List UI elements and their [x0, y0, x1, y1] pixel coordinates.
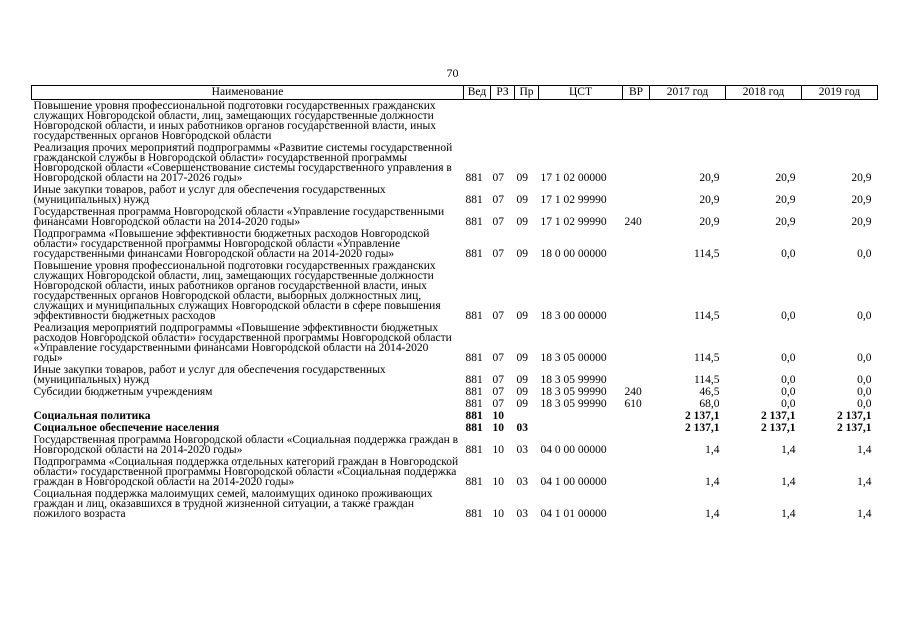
cell-pr: 03: [516, 508, 528, 520]
cell-2018: 2 137,1: [761, 422, 796, 434]
cell-pr: 03: [516, 422, 528, 434]
budget-table: [31, 85, 878, 520]
cell-vr: [623, 228, 650, 260]
cell-2018: 0,0: [781, 352, 796, 364]
cell-2019: 0,0: [857, 248, 872, 260]
cell-2017: 20,9: [699, 216, 720, 228]
cell-2017: [650, 100, 726, 143]
cell-cst: 18 3 00 00000: [540, 310, 607, 322]
cell-rz: 10: [492, 444, 504, 456]
cell-2019: 1,4: [857, 444, 872, 456]
table-row: [32, 410, 878, 422]
cell-rz: 07: [492, 386, 504, 398]
cell-2018: 0,0: [781, 398, 796, 410]
cell-ved: 881: [465, 410, 483, 422]
cell-2019: 1,4: [857, 476, 872, 488]
cell-vr: [623, 184, 650, 206]
cell-ved: 881: [465, 386, 483, 398]
cell-rz: 07: [492, 310, 504, 322]
cell-cst: 04 0 00 00000: [540, 444, 607, 456]
cell-pr: 09: [516, 310, 528, 322]
cell-2019: 20,9: [851, 194, 872, 206]
table-row: [32, 260, 878, 322]
cell-2017: 1,4: [705, 508, 720, 520]
cell-2018: 0,0: [781, 248, 796, 260]
table-row: [32, 398, 878, 410]
page-number: 70: [446, 66, 459, 80]
cell-pr: 09: [516, 172, 528, 184]
cell-vr: [623, 142, 650, 184]
cell-ved: 881: [465, 172, 483, 184]
cell-name: Государственная программа Новгородской области «Социальная поддержка граждан в Новгородской области на 2014-2020 годы»: [33, 434, 459, 456]
cell-rz: 07: [492, 194, 504, 206]
cell-cst: 04 1 01 00000: [540, 508, 607, 520]
table-row: [32, 184, 878, 206]
cell-2017: 1,4: [705, 476, 720, 488]
cell-name: Социальная поддержка малоимущих семей, малоимущих одиноко проживающих граждан и лиц, оказавшихся в трудной жизненной ситуации, а также граждан пожилого возраста: [33, 488, 433, 520]
cell-rz: 10: [492, 422, 504, 434]
cell-ved: 881: [465, 398, 483, 410]
cell-2017: 2 137,1: [685, 410, 720, 422]
cell-2019: 1,4: [857, 508, 872, 520]
cell-rz: 10: [492, 508, 504, 520]
cell-pr: 03: [516, 476, 528, 488]
header-2017: 2017 год: [650, 86, 726, 100]
cell-rz: 10: [492, 410, 504, 422]
cell-ved: [464, 100, 491, 143]
cell-vr: [623, 434, 650, 456]
cell-ved: 881: [465, 476, 483, 488]
cell-name: Реализация прочих мероприятий подпрограммы «Развитие системы государственной гражданской службы в Новгородской области» государственной программы Новгородской области «Совершенствование системы государственного управления в Новгородской области на 2017-2026 годы»: [33, 142, 453, 184]
cell-pr: 09: [516, 216, 528, 228]
cell-vr: [623, 422, 650, 434]
cell-2018: 2 137,1: [761, 410, 796, 422]
cell-vr: [623, 488, 650, 520]
cell-pr: 03: [516, 444, 528, 456]
table-row: [32, 422, 878, 434]
cell-2019: 0,0: [857, 310, 872, 322]
cell-2018: 1,4: [781, 444, 796, 456]
cell-cst: 17 1 02 99990: [540, 194, 607, 206]
cell-2019: 0,0: [857, 352, 872, 364]
cell-vr: 240: [624, 216, 642, 228]
cell-pr: 09: [516, 194, 528, 206]
cell-2017: 114,5: [694, 352, 720, 364]
cell-rz: 07: [492, 248, 504, 260]
cell-name: Субсидии бюджетным учреждениям: [33, 386, 213, 398]
table-row: [32, 142, 878, 184]
cell-ved: 881: [465, 444, 483, 456]
cell-vr: [623, 322, 650, 364]
cell-ved: 881: [465, 374, 483, 386]
cell-vr: [623, 456, 650, 488]
cell-pr: 09: [516, 398, 528, 410]
cell-2017: 2 137,1: [685, 422, 720, 434]
cell-rz: 07: [492, 172, 504, 184]
header-2019: 2019 год: [802, 86, 878, 100]
cell-2018: 0,0: [781, 310, 796, 322]
cell-pr: 09: [516, 248, 528, 260]
header-rz: РЗ: [491, 86, 515, 100]
table-row: [32, 456, 878, 488]
cell-cst: 18 3 05 00000: [540, 352, 607, 364]
cell-2019: 0,0: [857, 386, 872, 398]
cell-2017: 114,5: [694, 248, 720, 260]
table-row: [32, 488, 878, 520]
cell-rz: 07: [492, 352, 504, 364]
cell-name: Повышение уровня профессиональной подготовки государственных гражданских служащих Новгородской области, лиц, замещающих государственные должности Новгородской области, иных работников органов государственной власти, иных государственных органов Новгородской области, выборных должностных лиц, служащих и муниципальных служащих Новгородской области в сфере повышения эффективности бюджетных расходов: [33, 260, 441, 322]
cell-vr: 610: [624, 398, 642, 410]
table-row: [32, 228, 878, 260]
table-body: [32, 100, 878, 521]
cell-name: Социальное обеспечение населения: [33, 422, 220, 434]
cell-cst: 04 1 00 00000: [540, 476, 607, 488]
cell-vr: [623, 100, 650, 143]
cell-2019: [802, 100, 878, 143]
cell-ved: 881: [465, 508, 483, 520]
cell-ved: 881: [465, 422, 483, 434]
cell-2018: 1,4: [781, 476, 796, 488]
header-vr: ВР: [623, 86, 650, 100]
cell-cst: 17 1 02 99990: [540, 216, 607, 228]
cell-ved: 881: [465, 310, 483, 322]
cell-2017: 114,5: [694, 374, 720, 386]
cell-2017: 20,9: [699, 172, 720, 184]
cell-2017: 68,0: [699, 398, 720, 410]
cell-name: Социальная политика: [33, 410, 151, 422]
cell-cst: 18 3 05 99990: [540, 374, 607, 386]
cell-2018: 20,9: [775, 216, 796, 228]
table-row: [32, 206, 878, 228]
cell-rz: 07: [492, 398, 504, 410]
cell-cst: 18 3 05 99990: [540, 386, 607, 398]
cell-2019: 2 137,1: [837, 410, 872, 422]
cell-pr: [515, 410, 539, 422]
cell-2017: 20,9: [699, 194, 720, 206]
cell-2018: 1,4: [781, 508, 796, 520]
table-row: [32, 386, 878, 398]
cell-vr: [623, 260, 650, 322]
cell-2018: 20,9: [775, 194, 796, 206]
table-row: [32, 322, 878, 364]
header-cst: ЦСТ: [539, 86, 623, 100]
cell-cst: 18 0 00 00000: [540, 248, 607, 260]
cell-name: Иные закупки товаров, работ и услуг для обеспечения государственных (муниципальных) нужд: [33, 364, 386, 386]
cell-pr: 09: [516, 352, 528, 364]
cell-name: Подпрограмма «Социальная поддержка отдельных категорий граждан в Новгородской области» государственной программы Новгородской области «Социальная поддержка граждан в Новгородской области на 2014-2020 годы»: [33, 456, 459, 488]
cell-vr: [623, 410, 650, 422]
cell-ved: 881: [465, 248, 483, 260]
table-row: [32, 100, 878, 143]
cell-2019: 2 137,1: [837, 422, 872, 434]
cell-cst: [539, 422, 623, 434]
cell-2019: 0,0: [857, 374, 872, 386]
cell-2018: [726, 100, 802, 143]
cell-name: Государственная программа Новгородской области «Управление государственными финансами Новгородской области на 2014-2020 годы»: [33, 206, 445, 228]
header-pr: Пр: [515, 86, 539, 100]
header-ved: Вед: [464, 86, 491, 100]
cell-rz: 07: [492, 374, 504, 386]
cell-2018: 0,0: [781, 386, 796, 398]
cell-pr: 09: [516, 386, 528, 398]
header-2018: 2018 год: [726, 86, 802, 100]
cell-2017: 114,5: [694, 310, 720, 322]
table-row: [32, 364, 878, 386]
cell-rz: 10: [492, 476, 504, 488]
cell-name: [32, 398, 464, 410]
cell-ved: 881: [465, 194, 483, 206]
cell-cst: [539, 410, 623, 422]
cell-name: Реализация мероприятий подпрограммы «Повышение эффективности бюджетных расходов Новгородской области» государственной программы Новгородской области «Управление государственными финансами Новгородской области на 2014-2020 годы»: [33, 322, 452, 364]
cell-pr: [515, 100, 539, 143]
cell-name: Иные закупки товаров, работ и услуг для обеспечения государственных (муниципальных) нужд: [33, 184, 386, 206]
table-header-row: [32, 86, 878, 100]
cell-vr: 240: [624, 386, 642, 398]
cell-name: Повышение уровня профессиональной подготовки государственных гражданских служащих Новгородской области, лиц, замещающих государственные должности Новгородской области, и иных работников органов государственной власти, иных государственных органов Новгородской области: [33, 100, 436, 142]
cell-2018: 0,0: [781, 374, 796, 386]
cell-2019: 20,9: [851, 172, 872, 184]
cell-name: Подпрограмма «Повышение эффективности бюджетных расходов Новгородской области» государственной программы Новгородской области «Управление государственными финансами Новгородской области на 2014-2020 годы»: [33, 228, 430, 260]
cell-vr: [623, 364, 650, 386]
cell-2018: 20,9: [775, 172, 796, 184]
cell-2017: 1,4: [705, 444, 720, 456]
header-name: Наименование: [32, 86, 464, 100]
cell-rz: [491, 100, 515, 143]
cell-2017: 46,5: [699, 386, 720, 398]
cell-cst: 17 1 02 00000: [540, 172, 607, 184]
cell-cst: [539, 100, 623, 143]
cell-2019: 20,9: [851, 216, 872, 228]
table-row: [32, 434, 878, 456]
cell-ved: 881: [465, 352, 483, 364]
cell-pr: 09: [516, 374, 528, 386]
cell-rz: 07: [492, 216, 504, 228]
cell-cst: 18 3 05 99990: [540, 398, 607, 410]
cell-2019: 0,0: [857, 398, 872, 410]
cell-ved: 881: [465, 216, 483, 228]
